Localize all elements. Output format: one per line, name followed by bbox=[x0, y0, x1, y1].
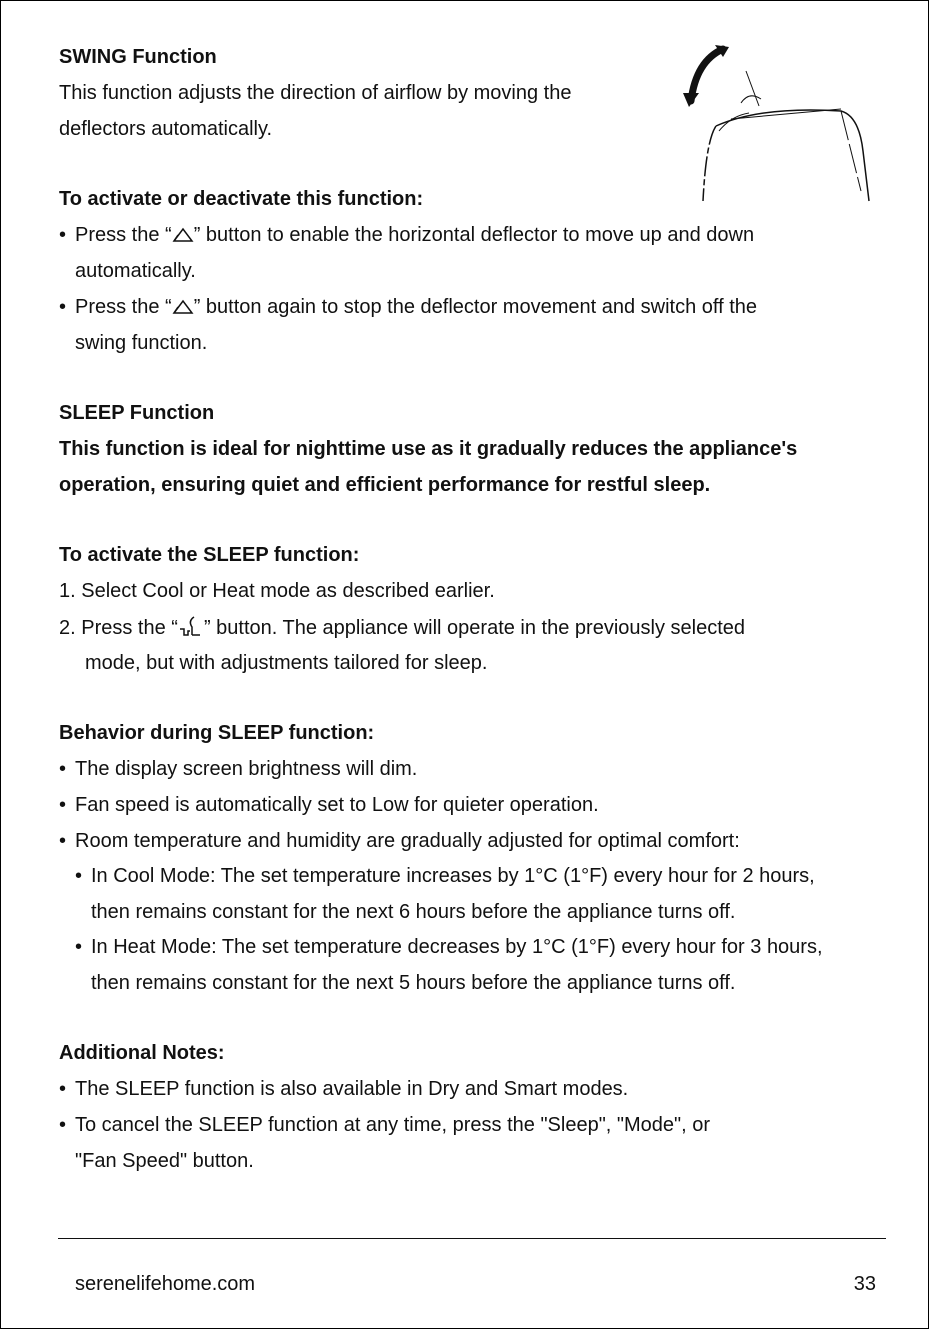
swing-step-1-line2: automatically. bbox=[75, 260, 196, 282]
bullet: • bbox=[59, 794, 67, 816]
sleep-step-2-pre: 2. Press the “ bbox=[59, 617, 178, 639]
swing-activate-heading: To activate or deactivate this function: bbox=[59, 188, 424, 210]
sleep-step-2-post: ” button. The appliance will operate in the previously selected bbox=[203, 617, 746, 639]
behavior-heading: Behavior during SLEEP function: bbox=[59, 722, 375, 744]
page-number: 33 bbox=[853, 1273, 876, 1295]
notes-heading: Additional Notes: bbox=[59, 1042, 225, 1064]
sub-bullet: • bbox=[75, 865, 83, 887]
swing-title: SWING Function bbox=[59, 46, 217, 68]
swing-deflector-illustration bbox=[671, 41, 881, 206]
sleep-step-1: 1. Select Cool or Heat mode as described earlier. bbox=[59, 580, 495, 602]
sleep-desc-line2: operation, ensuring quiet and efficient performance for restful sleep. bbox=[59, 474, 711, 496]
bullet: • bbox=[59, 1114, 67, 1136]
swing-step-2-post: ” button again to stop the deflector movement and switch off the bbox=[193, 296, 758, 318]
swing-icon bbox=[172, 298, 194, 316]
bullet: • bbox=[59, 830, 67, 852]
heat-mode-line1: In Heat Mode: The set temperature decreases by 1°C (1°F) every hour for 3 hours, bbox=[91, 936, 823, 958]
heat-mode-line2: then remains constant for the next 5 hours before the appliance turns off. bbox=[91, 972, 736, 994]
bullet: • bbox=[59, 224, 67, 246]
bullet: • bbox=[59, 1078, 67, 1100]
swing-icon bbox=[172, 226, 194, 244]
swing-step-1-post: ” button to enable the horizontal deflector to move up and down bbox=[193, 224, 755, 246]
swing-step-1-pre: Press the “ bbox=[75, 224, 172, 246]
note-1: The SLEEP function is also available in Dry and Smart modes. bbox=[75, 1078, 629, 1100]
behavior-item-1: The display screen brightness will dim. bbox=[75, 758, 418, 780]
footer-divider bbox=[58, 1238, 886, 1239]
bullet: • bbox=[59, 296, 67, 318]
swing-step-2 bbox=[75, 295, 757, 319]
bullet: • bbox=[59, 758, 67, 780]
sleep-step-2 bbox=[59, 615, 745, 640]
note-2-line1: To cancel the SLEEP function at any time, press the "Sleep", "Mode", or bbox=[75, 1114, 711, 1136]
swing-desc-line2: deflectors automatically. bbox=[59, 118, 273, 140]
behavior-item-2: Fan speed is automatically set to Low for quieter operation. bbox=[75, 794, 599, 816]
cool-mode-line1: In Cool Mode: The set temperature increases by 1°C (1°F) every hour for 2 hours, bbox=[91, 865, 815, 887]
behavior-item-3: Room temperature and humidity are gradually adjusted for optimal comfort: bbox=[75, 830, 740, 852]
sleep-icon bbox=[178, 615, 204, 639]
sleep-title: SLEEP Function bbox=[59, 402, 215, 424]
sleep-desc-line1: This function is ideal for nighttime use as it gradually reduces the appliance's bbox=[59, 438, 798, 460]
sleep-step-2-line2: mode, but with adjustments tailored for sleep. bbox=[85, 652, 488, 674]
swing-step-1 bbox=[75, 223, 754, 247]
swing-step-2-pre: Press the “ bbox=[75, 296, 172, 318]
footer-website: serenelifehome.com bbox=[75, 1273, 256, 1295]
swing-desc-line1: This function adjusts the direction of airflow by moving the bbox=[59, 82, 572, 104]
sleep-activate-heading: To activate the SLEEP function: bbox=[59, 544, 360, 566]
cool-mode-line2: then remains constant for the next 6 hours before the appliance turns off. bbox=[91, 901, 736, 923]
note-2-line2: "Fan Speed" button. bbox=[75, 1150, 254, 1172]
sub-bullet: • bbox=[75, 936, 83, 958]
swing-step-2-line2: swing function. bbox=[75, 332, 208, 354]
